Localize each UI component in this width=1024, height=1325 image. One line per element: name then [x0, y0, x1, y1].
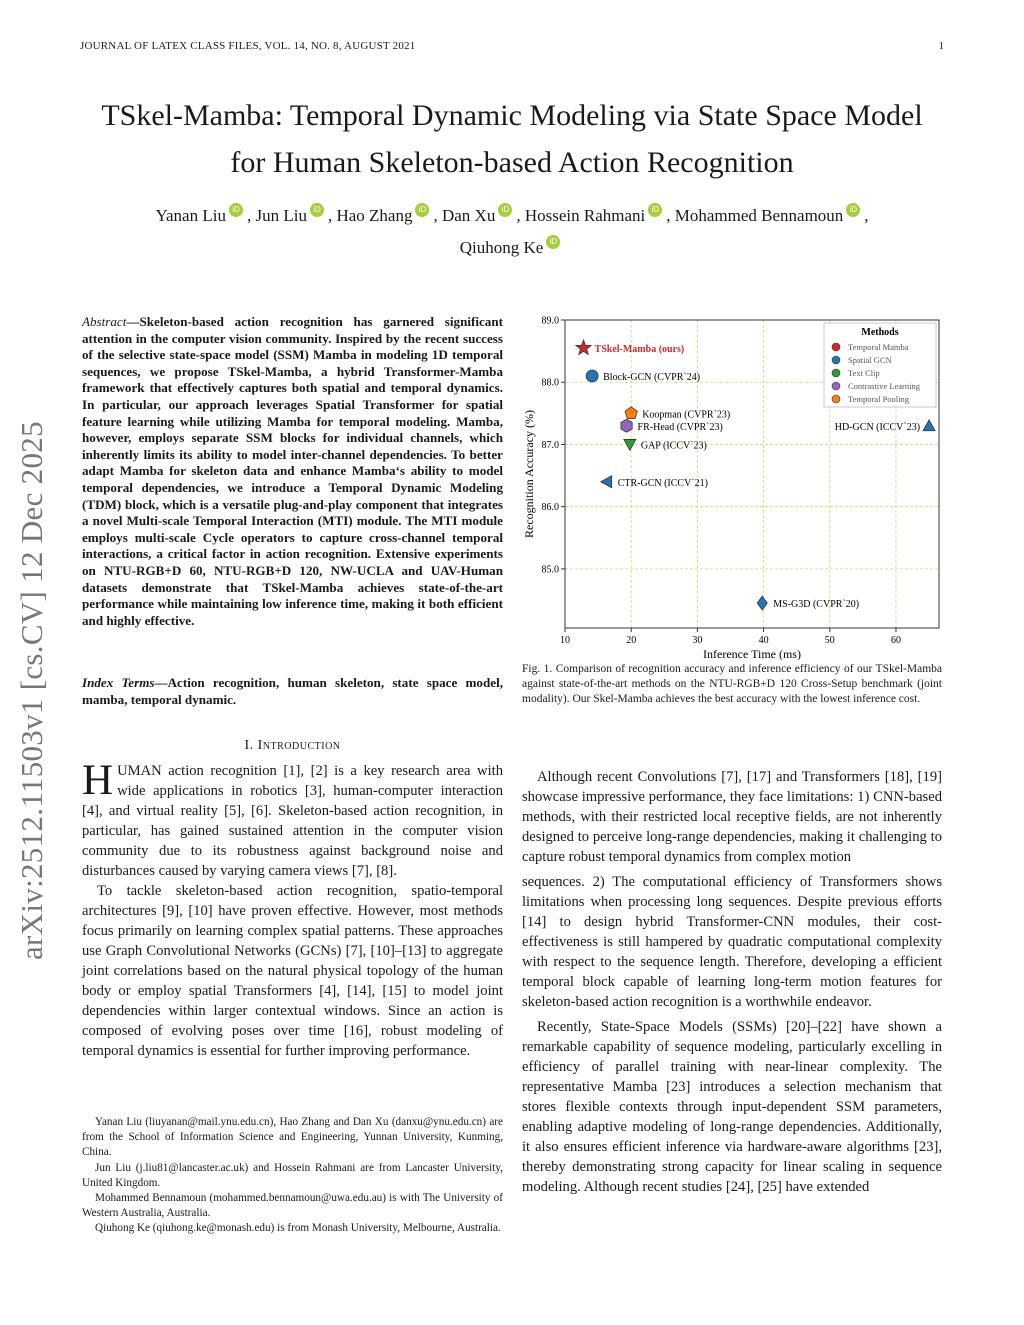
author-name: Jun Liu — [255, 206, 307, 225]
figure-1-chart — [520, 310, 950, 660]
data-point — [576, 340, 591, 354]
footnote: Qiuhong Ke (qiuhong.ke@monash.edu) is from Monash University, Melbourne, Australia. — [95, 1222, 501, 1235]
data-point — [923, 420, 935, 431]
author-name: Qiuhong Ke — [459, 238, 544, 257]
data-point-label: FR-Head (CVPR`23) — [637, 421, 723, 433]
orcid-icon[interactable]: iD — [546, 235, 560, 249]
abstract-label: Abstract — [82, 314, 127, 329]
footnote: Mohammed Bennamoun (mohammed.bennamoun@uwa.edu.au) is with The University of Western Australia, Australia. — [82, 1192, 503, 1220]
data-point-label: HD-GCN (ICCV`23) — [834, 421, 921, 433]
right-paragraph-3: Recently, State-Space Models (SSMs) [20]–[22] have shown a remarkable capability of sequence modeling, particularly excelling in efficiency of parallel training with near-linear complexity. The representative Mamba [23] introduces a selection mechanism that stores flexible contexts through input-dependent SSM parameters, enabling adaptive modeling of long-range dependencies. Additionally, it also ensures efficient inference via hardware-aware algorithms [23], thereby demonstrating strong capacity for linear scaling in sequence modeling. Although recent studies [24], [25] have extended — [522, 1019, 942, 1195]
footnote: Yanan Liu (liuyanan@mail.ynu.edu.cn), Hao Zhang and Dan Xu (danxu@ynu.edu.cn) are from the School of Information Science and Engineering, Yunnan University, Kunming, China. — [82, 1116, 503, 1159]
y-tick-label: 88.0 — [541, 377, 559, 389]
title-line-2: for Human Skeleton-based Action Recognition — [230, 146, 794, 179]
index-terms-text: —Action recognition, human skeleton, state space model, mamba, temporal dynamic. — [82, 675, 503, 707]
paper-title — [60, 92, 964, 186]
data-point-label: TSkel-Mamba (ours) — [594, 344, 685, 355]
author-name: Dan Xu — [441, 206, 496, 225]
author-name: Hossein Rahmani — [524, 206, 646, 225]
right-paragraph-1: Although recent Convolutions [7], [17] and Transformers [18], [19] showcase impressive performance, they face limitations: 1) CNN-based methods, with their restricted local receptive fields, are not inherently designed to perceive long-range dependencies, making it challenging to capture robust temporal dynamics from complex motion — [522, 769, 942, 865]
intro-paragraph-1: HUMAN action recognition [1], [2] is a key research area with wide applications in robotics [3], human-computer interaction [4], and virtual reality [5], [6]. Skeleton-based action recognition, in particular, has gained sustained attention in the computer vision community due to its robustness against background noise and disturbances caused by varying camera views [7], [8]. — [82, 757, 503, 879]
legend-marker — [832, 395, 840, 403]
x-tick-label: 20 — [626, 635, 637, 646]
legend-title: Methods — [861, 327, 899, 338]
page-number: 1 — [938, 40, 944, 52]
x-tick-label: 30 — [692, 635, 703, 646]
x-tick-label: 50 — [824, 635, 835, 646]
author-name: Hao Zhang — [336, 206, 413, 225]
orcid-icon[interactable]: iD — [310, 203, 324, 217]
y-tick-label: 89.0 — [541, 315, 559, 327]
section-heading: I. Introduction — [244, 738, 341, 753]
legend-label: Temporal Mamba — [848, 342, 909, 352]
index-terms — [82, 675, 503, 708]
orcid-icon[interactable]: iD — [846, 203, 860, 217]
data-point-label: CTR-GCN (ICCV`21) — [617, 477, 708, 489]
data-point — [586, 370, 598, 382]
y-tick-label: 87.0 — [541, 439, 559, 451]
index-terms-label: Index Terms — [82, 675, 155, 690]
x-tick-label: 60 — [890, 635, 901, 646]
data-point — [601, 476, 612, 488]
orcid-icon[interactable]: iD — [415, 203, 429, 217]
introduction-body — [82, 757, 503, 1061]
title-line-1: TSkel-Mamba: Temporal Dynamic Modeling via State Space Model — [101, 99, 923, 132]
data-point — [624, 439, 636, 450]
orcid-icon[interactable]: iD — [229, 203, 243, 217]
data-point — [757, 596, 767, 610]
right-paragraph-2: sequences. 2) The computational efficiency of Transformers shows limitations when processing long sequences. Despite previous efforts [14] to design hybrid Transformer-CNN modules, their cost-effectiveness is still hampered by quadratic computational complexity with respect to the sequence length. Therefore, developing a efficient temporal block capable of learning long-term motion features for skeleton-based action recognition is a worthwhile endeavor. — [522, 874, 942, 1010]
x-tick-label: 10 — [560, 635, 570, 646]
author-name: Yanan Liu — [155, 206, 226, 225]
legend-marker — [832, 356, 840, 364]
figure-caption: Fig. 1. Comparison of recognition accuracy and inference efficiency of our TSkel-Mamba against state-of-the-art methods on the NTU-RGB+D 120 Cross-Setup benchmark (joint modality). Our Skel-Mamba achieves the best accuracy with the lowest inference cost. — [522, 663, 942, 706]
y-tick-label: 85.0 — [541, 564, 559, 576]
legend-label: Spatial GCN — [848, 355, 892, 365]
y-axis-label: Recognition Accuracy (%) — [522, 410, 536, 538]
data-point-label: Koopman (CVPR`23) — [642, 409, 731, 421]
data-point-label: MS-G3D (CVPR`20) — [773, 599, 860, 611]
author-footnotes — [82, 1115, 503, 1237]
arxiv-watermark: arXiv:2512.11503v1 [cs.CV] 12 Dec 2025 — [14, 421, 49, 960]
legend-marker — [832, 382, 840, 390]
data-point — [621, 419, 632, 432]
author-name: Mohammed Bennamoun — [674, 206, 844, 225]
right-column-body — [522, 767, 942, 1202]
legend-label: Contrastive Learning — [848, 381, 920, 391]
legend-marker — [832, 343, 840, 351]
data-point — [625, 407, 637, 419]
data-point-label: Block-GCN (CVPR`24) — [603, 372, 701, 383]
footnote: Jun Liu (j.liu81@lancaster.ac.uk) and Hossein Rahmani are from Lancaster University, United Kingdom. — [82, 1161, 503, 1189]
x-tick-label: 40 — [758, 635, 769, 646]
orcid-icon[interactable]: iD — [648, 203, 662, 217]
data-point-label: GAP (ICCV`23) — [640, 440, 707, 452]
legend-label: Text Clip — [848, 368, 880, 378]
x-axis-label: Inference Time (ms) — [703, 647, 801, 660]
legend-marker — [832, 369, 840, 377]
legend-label: Temporal Pooling — [848, 394, 910, 404]
abstract — [82, 314, 503, 629]
dropcap: H — [82, 757, 114, 804]
orcid-icon[interactable]: iD — [498, 203, 512, 217]
running-header: JOURNAL OF LATEX CLASS FILES, VOL. 14, NO. 8, AUGUST 2021 — [80, 40, 416, 52]
y-tick-label: 86.0 — [541, 502, 559, 514]
author-list: Yanan Liu iD , Jun Liu iD , Hao Zhang iD , Dan Xu iD , Hossein Rahmani iD , Mohammed Bennamoun iD , Qiuhong Ke iD — [155, 205, 869, 257]
abstract-text: —Skeleton-based action recognition has garnered significant attention in the computer vision community. Inspired by the recent success of the selective state-space model (SSM) Mamba in modeling 1D temporal sequences, we propose TSkel-Mamba, a hybrid Transformer-Mamba framework that effectively captures both spatial and temporal dynamics. In particular, our approach leverages Spatial Transformer for spatial feature learning while utilizing Mamba for temporal modeling. Mamba, however, employs separate SSM blocks for individual channels, which inherently limits its ability to model inter-channel dependencies. To better adapt Mamba for skeleton data and enhance Mamba‘s ability to model temporal dependencies, we introduce a Temporal Dynamic Modeling (TDM) block, which is a versatile plug-and-play component that integrates a novel Multi-scale Temporal Interaction (MTI) module. The MTI module employs multi-scale Cycle operators to capture cross-channel temporal interactions, a critical factor in action recognition. Extensive experiments on NTU-RGB+D 60, NTU-RGB+D 120, NW-UCLA and UAV-Human datasets demonstrate that TSkel-Mamba achieves state-of-the-art performance while maintaining low inference time, making it both efficient and highly effective. — [82, 314, 503, 628]
intro-paragraph-2: To tackle skeleton-based action recognition, spatio-temporal architectures [9], [10] have proven effective. However, most methods focus primarily on learning complex spatial patterns. These approaches use Graph Convolutional Networks (GCNs) [7], [10]–[13] to aggregate joint correlations based on the natural physical topology of the human body or employ spatial Transformers [4], [14], [15] to model joint dependencies within larger contextual windows. Since an action is composed of evolving poses over time [16], robust modeling of temporal dynamics is essential for further improving performance. — [82, 883, 503, 1059]
